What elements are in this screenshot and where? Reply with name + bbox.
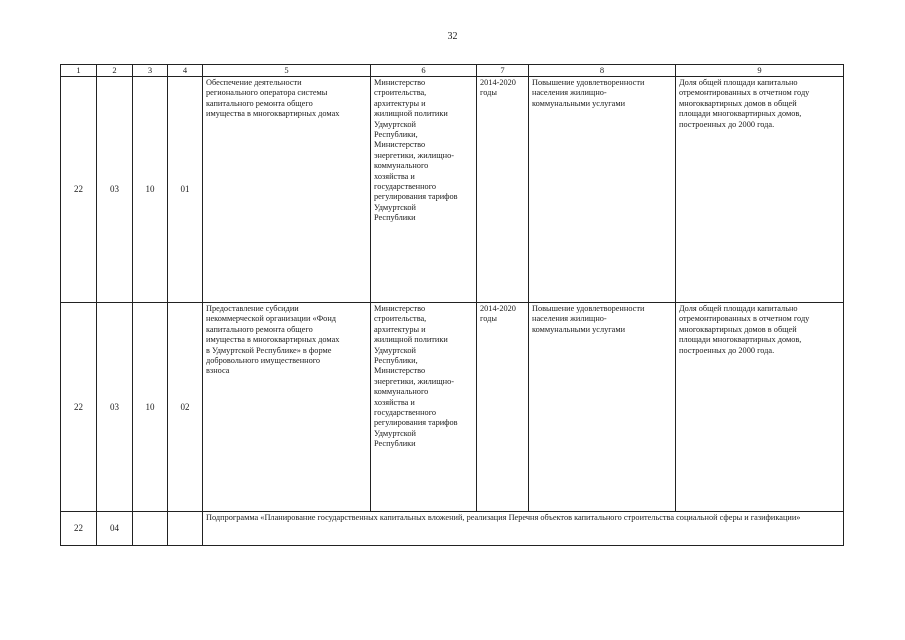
activity-name-cell: Предоставление субсидии некоммерческой организации «Фонд капитального ремонта общего имущества в многоквартирных домах в Удмуртской Республике» в форме добровольного имущественного взноса (203, 303, 371, 512)
table-row (61, 512, 844, 546)
header-cell: 8 (529, 65, 676, 77)
indicator-cell: Доля общей площади капитально отремонтированных в отчетном году многоквартирных домов в общей площади многоквартирных домов, построенных до 2000 года. (676, 303, 844, 512)
activity-name-cell: Обеспечение деятельности регионального оператора системы капитального ремонта общего имущества в многоквартирных домах (203, 77, 371, 303)
header-row (61, 65, 844, 77)
header-cell: 9 (676, 65, 844, 77)
executor-cell: Министерство строительства, архитектуры и жилищной политики Удмуртской Республики, Министерство энергетики, жилищно- коммунального хозяйства и государственного регулирования тарифов Удмуртской Республики (371, 77, 477, 303)
header-cell: 6 (371, 65, 477, 77)
header-cell: 7 (477, 65, 529, 77)
table-row (61, 303, 844, 512)
result-cell: Повышение удовлетворенности населения жилищно- коммунальными услугами (529, 303, 676, 512)
indicator-cell: Доля общей площади капитально отремонтированных в отчетном году многоквартирных домов в общей площади многоквартирных домов, построенных до 2000 года. (676, 77, 844, 303)
subprogram-name-cell: Подпрограмма «Планирование государственных капитальных вложений, реализация Перечня объектов капитального строительства социальной сферы и газификации» (203, 512, 844, 546)
header-cell: 3 (133, 65, 168, 77)
table-row (61, 77, 844, 303)
code-cell: 22 (61, 77, 97, 303)
result-cell: Повышение удовлетворенности населения жилищно- коммунальными услугами (529, 77, 676, 303)
code-cell: 10 (133, 303, 168, 512)
code-cell: 03 (97, 77, 133, 303)
header-cell: 1 (61, 65, 97, 77)
code-cell: 22 (61, 303, 97, 512)
header-cell: 5 (203, 65, 371, 77)
code-cell: 22 (61, 512, 97, 546)
code-cell (168, 512, 203, 546)
header-cell: 2 (97, 65, 133, 77)
code-cell: 02 (168, 303, 203, 512)
period-cell: 2014-2020 годы (477, 77, 529, 303)
code-cell: 04 (97, 512, 133, 546)
period-cell: 2014-2020 годы (477, 303, 529, 512)
page-number: 32 (447, 31, 458, 42)
code-cell: 01 (168, 77, 203, 303)
code-cell: 03 (97, 303, 133, 512)
executor-cell: Министерство строительства, архитектуры и жилищной политики Удмуртской Республики, Министерство энергетики, жилищно- коммунального хозяйства и государственного регулирования тарифов Удмуртской Республики (371, 303, 477, 512)
code-cell: 10 (133, 77, 168, 303)
header-cell: 4 (168, 65, 203, 77)
program-table (60, 64, 844, 546)
code-cell (133, 512, 168, 546)
